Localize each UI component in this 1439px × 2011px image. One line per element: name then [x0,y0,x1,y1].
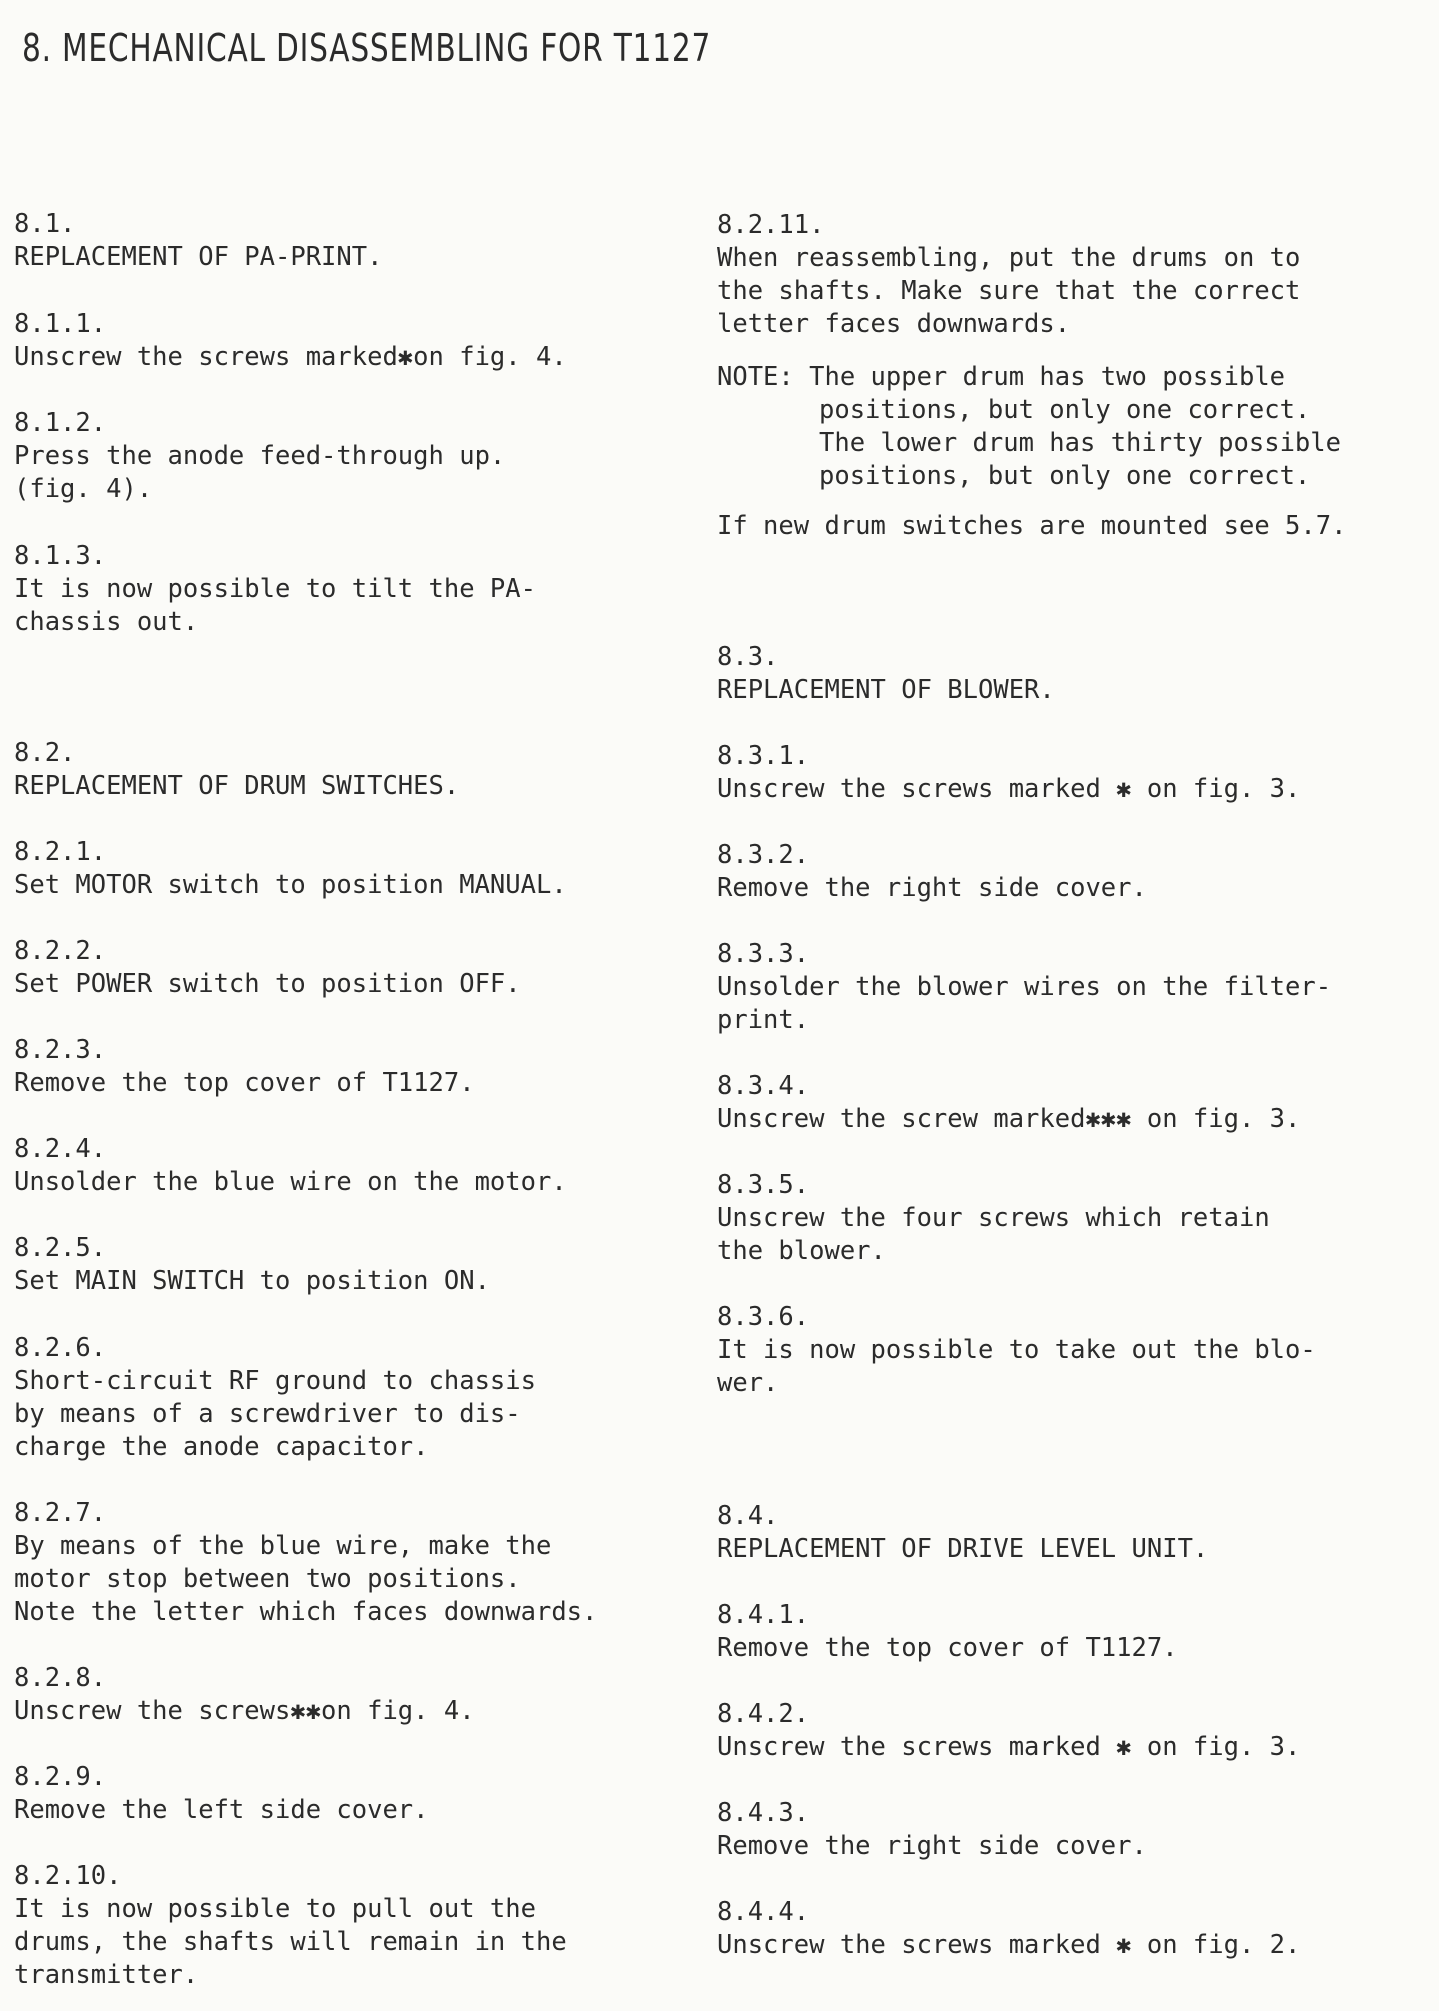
note-text: NOTE: The upper drum has two possible [717,362,1286,392]
step-8-4-1 [717,1599,1178,1665]
step-text: Remove the top cover of T1127. [14,1068,475,1098]
section-number: 8.3. [717,642,779,672]
step-number: 8.1.1. [14,309,107,339]
step-8-1-2 [14,407,505,506]
step-8-3-3 [717,938,1331,1037]
step-8-4-2 [717,1698,1300,1764]
step-text: Unscrew the screws marked ✱ on fig. 3. [717,1732,1301,1762]
step-text: letter faces downwards. [717,309,1071,339]
step-8-2-7 [14,1497,597,1629]
step-text: Remove the right side cover. [717,1831,1147,1861]
step-number: 8.2.1. [14,837,107,867]
step-text: Unscrew the screws marked ✱ on fig. 3. [717,774,1301,804]
step-text: Unscrew the four screws which retain [717,1203,1270,1233]
step-number: 8.1.2. [14,408,107,438]
step-text: When reassembling, put the drums on to [717,243,1301,273]
note-block [717,361,1341,493]
step-text: Short-circuit RF ground to chassis [14,1366,536,1396]
step-text: Set MOTOR switch to position MANUAL. [14,870,567,900]
step-text: Unsolder the blower wires on the filter- [717,972,1332,1002]
step-text: Unscrew the screws marked✱on fig. 4. [14,342,567,372]
step-text: charge the anode capacitor. [14,1432,429,1462]
step-number: 8.2.11. [717,210,825,240]
step-text: Set MAIN SWITCH to position ON. [14,1266,490,1296]
step-text: print. [717,1005,810,1035]
section-number: 8.1. [14,209,76,239]
drum-switch-note [717,510,1346,543]
step-text: motor stop between two positions. [14,1564,521,1594]
section-8-3 [717,641,1055,707]
step-text: by means of a screwdriver to dis- [14,1399,521,1429]
section-8-2 [14,737,459,803]
section-number: 8.2. [14,738,76,768]
step-8-3-2 [717,839,1147,905]
step-text: (fig. 4). [14,474,153,504]
step-8-2-2 [14,935,521,1001]
step-number: 8.3.1. [717,741,810,771]
section-8-4 [717,1500,1208,1566]
step-8-2-4 [14,1133,567,1199]
step-8-2-3 [14,1034,475,1100]
section-heading: REPLACEMENT OF PA-PRINT. [14,242,383,272]
step-number: 8.3.6. [717,1302,810,1332]
step-8-1-1 [14,308,567,374]
step-8-3-4 [717,1070,1300,1136]
step-text: It is now possible to tilt the PA- [14,574,536,604]
step-number: 8.2.8. [14,1663,107,1693]
step-text: Unscrew the screw marked✱✱✱ on fig. 3. [717,1104,1301,1134]
note-text: positions, but only one correct. [819,461,1311,491]
step-number: 8.3.4. [717,1071,810,1101]
section-heading: REPLACEMENT OF DRIVE LEVEL UNIT. [717,1534,1209,1564]
step-text: It is now possible to take out the blo- [717,1335,1316,1365]
step-number: 8.4.2. [717,1699,810,1729]
step-text: Note the letter which faces downwards. [14,1597,598,1627]
step-text: By means of the blue wire, make the [14,1531,552,1561]
step-number: 8.4.4. [717,1897,810,1927]
step-8-4-4 [717,1896,1300,1962]
section-number: 8.4. [717,1501,779,1531]
step-8-2-5 [14,1232,490,1298]
step-text: Set POWER switch to position OFF. [14,969,521,999]
step-text: Unsolder the blue wire on the motor. [14,1167,567,1197]
step-number: 8.2.3. [14,1035,107,1065]
step-8-2-6 [14,1332,536,1464]
step-text: Unscrew the screws✱✱on fig. 4. [14,1696,475,1726]
step-text: Remove the top cover of T1127. [717,1633,1178,1663]
step-text: wer. [717,1368,779,1398]
step-8-2-8 [14,1662,475,1728]
step-number: 8.2.5. [14,1233,107,1263]
step-number: 8.2.4. [14,1134,107,1164]
note-text: positions, but only one correct. [819,395,1311,425]
step-8-3-1 [717,740,1300,806]
section-heading: REPLACEMENT OF DRUM SWITCHES. [14,771,460,801]
step-8-3-5 [717,1169,1270,1268]
step-8-2-9 [14,1761,429,1827]
step-number: 8.3.2. [717,840,810,870]
step-number: 8.2.7. [14,1498,107,1528]
step-8-4-3 [717,1797,1147,1863]
page-title: 8. MECHANICAL DISASSEMBLING FOR T1127 [22,26,712,70]
step-number: 8.3.5. [717,1170,810,1200]
step-text: the blower. [717,1236,886,1266]
step-number: 8.4.1. [717,1600,810,1630]
step-text: Remove the right side cover. [717,873,1147,903]
step-number: 8.1.3. [14,541,107,571]
step-8-3-6 [717,1301,1316,1400]
step-text: transmitter. [14,1960,199,1990]
step-number: 8.2.9. [14,1762,107,1792]
step-8-2-11 [717,209,1300,341]
section-8-1 [14,208,382,274]
step-number: 8.2.6. [14,1333,107,1363]
step-number: 8.4.3. [717,1798,810,1828]
step-text: chassis out. [14,607,199,637]
step-number: 8.2.10. [14,1861,122,1891]
section-heading: REPLACEMENT OF BLOWER. [717,675,1055,705]
step-8-2-10 [14,1860,567,1992]
step-text: Unscrew the screws marked ✱ on fig. 2. [717,1930,1301,1960]
step-text: Press the anode feed-through up. [14,441,506,471]
note-text: The lower drum has thirty possible [819,428,1341,458]
note-text: If new drum switches are mounted see 5.7. [717,511,1347,541]
step-text: the shafts. Make sure that the correct [717,276,1301,306]
step-text: Remove the left side cover. [14,1795,429,1825]
step-text: It is now possible to pull out the [14,1894,536,1924]
step-number: 8.2.2. [14,936,107,966]
step-8-1-3 [14,540,536,639]
step-number: 8.3.3. [717,939,810,969]
step-8-2-1 [14,836,567,902]
step-text: drums, the shafts will remain in the [14,1927,567,1957]
